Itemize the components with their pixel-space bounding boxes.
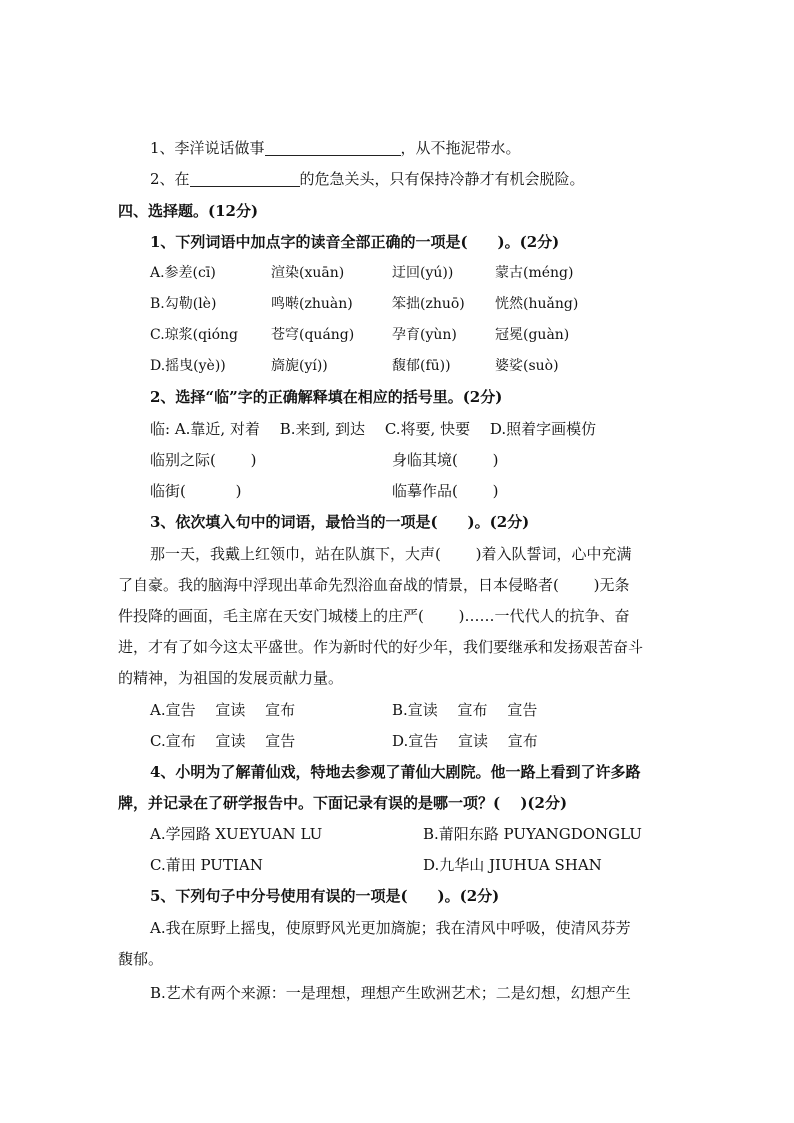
option-cell: 孕育(yùn) [392,327,457,343]
option-cell: 婆娑(suò) [495,358,559,374]
question-2-item: 临摹作品( ) [392,482,499,500]
option-cell: 蒙古(méng) [495,265,574,281]
question-2-meanings: 临: A.靠近, 对着 B.来到, 到达 C.将要, 快要 D.照着字画模仿 [150,420,597,438]
option-b: B.艺术有两个来源：一是理想，理想产生欧洲艺术；二是幻想，幻想产生 [150,984,631,1002]
option-cell: 恍然(huǎng) [495,296,579,312]
question-2-stem: 2、选择“临”字的正确解释填在相应的括号里。(2分) [150,388,503,406]
passage-line: 件投降的画面，毛主席在天安门城楼上的庄严( )……一代代人的抗争、奋 [118,607,630,625]
option-d: D.宣告 宣读 宣布 [392,732,538,750]
question-1-stem: 1、下列词语中加点字的读音全部正确的一项是( )。(2分) [150,233,560,251]
option-cell: 苍穹(quáng) [271,327,355,343]
fill-item-2: 2、在 的危急关头，只有保持冷静才有机会脱险。 [150,170,585,188]
option-a-continued: 馥郁。 [118,950,164,968]
fill-item-1: 1、李洋说话做事 ，从不拖泥带水。 [150,139,521,157]
option-cell: B.勾勒(lè) [150,296,217,312]
option-cell: 旖旎(yí)) [271,358,328,374]
option-c: C.宣布 宣读 宣告 [150,732,296,750]
option-cell: 冠冕(guàn) [495,327,570,343]
question-2-item: 临街( ) [150,482,242,500]
option-b: B.宣读 宣布 宣告 [392,701,538,719]
question-2-item: 身临其境( ) [392,451,499,469]
option-d: D.九华山 JIUHUA SHAN [423,856,602,874]
option-cell: D.摇曳(yè)) [150,358,226,374]
answer-blank[interactable] [265,139,401,156]
option-cell: 鸣啭(zhuàn) [271,296,353,312]
option-cell: 迂回(yú)) [392,265,454,281]
passage-line: 那一天，我戴上红领巾，站在队旗下，大声( )着入队誓词，心中充满 [150,545,632,563]
option-a: A.宣告 宣读 宣布 [150,701,296,719]
passage-line: 的精神，为祖国的发展贡献力量。 [118,669,344,687]
section-title: 四、选择题。(12分) [118,202,259,220]
answer-blank[interactable] [190,170,300,187]
option-cell: 馥郁(fū)) [392,358,451,374]
question-2-item: 临别之际( ) [150,451,257,469]
option-cell: 笨拙(zhuō) [392,296,465,312]
option-c: C.莆田 PUTIAN [150,856,263,874]
question-5-stem: 5、下列句子中分号使用有误的一项是( )。(2分) [150,887,500,905]
question-4-stem: 牌，并记录在了研学报告中。下面记录有误的是哪一项？( )(2分) [118,794,568,812]
question-4-stem: 4、小明为了解莆仙戏，特地去参观了莆仙大剧院。他一路上看到了许多路 [150,763,641,781]
passage-line: 了自豪。我的脑海中浮现出革命先烈浴血奋战的情景，日本侵略者( )无条 [118,576,630,594]
option-a: A.学园路 XUEYUAN LU [150,825,323,843]
question-3-stem: 3、依次填入句中的词语，最恰当的一项是( )。(2分) [150,513,530,531]
option-cell: C.琼浆(qióng [150,327,238,343]
option-a: A.我在原野上摇曳，使原野风光更加旖旎；我在清风中呼吸，使清风芬芳 [150,919,631,937]
option-b: B.莆阳东路 PUYANGDONGLU [423,825,642,843]
option-cell: A.参差(cī) [150,265,216,281]
option-cell: 渲染(xuān) [271,265,345,281]
passage-line: 进，才有了如今这太平盛世。作为新时代的好少年，我们要继承和发扬艰苦奋斗 [118,638,644,656]
